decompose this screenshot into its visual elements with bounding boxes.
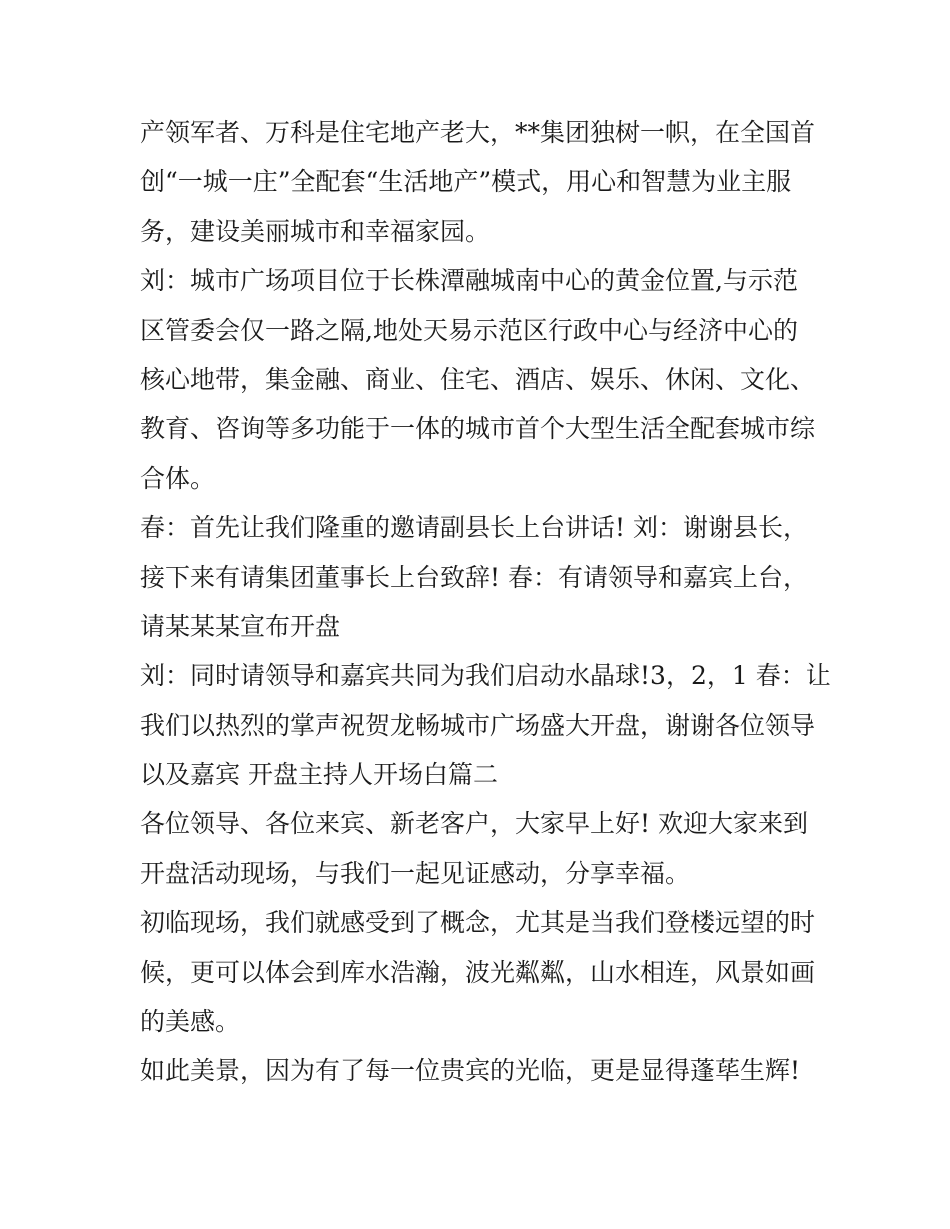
text-line: 我们以热烈的掌声祝贺龙畅城市广场盛大开盘，谢谢各位领导 (140, 710, 816, 740)
text-line: 以及嘉宾 开盘主持人开场白篇二 (140, 760, 498, 790)
text-line: 教育、咨询等多功能于一体的城市首个大型生活全配套城市综 (140, 414, 816, 444)
text-line: 产领军者、万科是住宅地产老大，**集团独树一帜，在全国首 (140, 118, 816, 147)
text-line: 创“一城一庄”全配套“生活地产”模式，用心和智慧为业主服 (140, 167, 792, 197)
text-line: 候，更可以体会到库水浩瀚，波光粼粼，山水相连，风景如画 (140, 957, 816, 987)
text-line: 刘：同时请领导和嘉宾共同为我们启动水晶球!3，2，1 春：让 (140, 661, 831, 691)
text-line: 各位领导、各位来宾、新老客户，大家早上好! 欢迎大家来到 (140, 809, 808, 839)
text-line: 开盘活动现场，与我们一起见证感动，分享幸福。 (140, 858, 691, 888)
text-line: 务，建设美丽城市和幸福家园。 (140, 216, 491, 246)
text-line: 合体。 (140, 463, 216, 493)
text-line: 接下来有请集团董事长上台致辞! 春：有请领导和嘉宾上台， (140, 562, 808, 592)
text-line: 区管委会仅一路之隔,地处天易示范区行政中心与经济中心的 (140, 315, 798, 345)
text-line: 如此美景，因为有了每一位贵宾的光临，更是显得蓬荜生辉! (140, 1056, 801, 1086)
text-line: 请某某某宣布开盘 (140, 611, 341, 641)
text-line: 刘：城市广场项目位于长株潭融城南中心的黄金位置,与示范 (140, 266, 798, 296)
text-line: 春：首先让我们隆重的邀请副县长上台讲话! 刘：谢谢县长， (140, 513, 808, 543)
document-body (140, 108, 831, 1096)
text-line: 初临现场，我们就感受到了概念，尤其是当我们登楼远望的时 (140, 908, 816, 938)
text-line: 核心地带，集金融、商业、住宅、酒店、娱乐、休闲、文化、 (140, 364, 816, 394)
text-line: 的美感。 (140, 1007, 241, 1037)
